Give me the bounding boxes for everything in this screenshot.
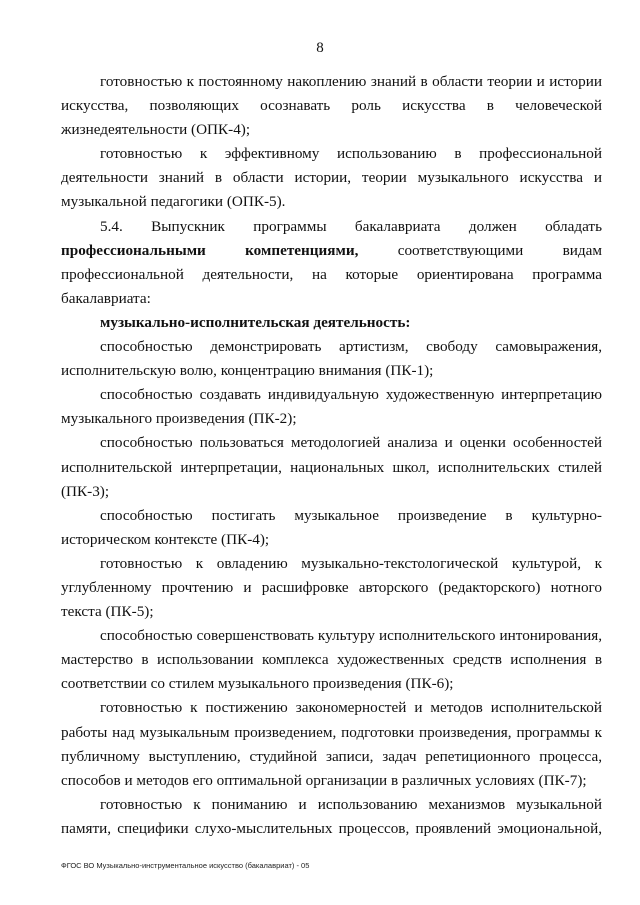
section-heading-text: музыкально-исполнительская деятельность:: [100, 313, 411, 331]
text-line: музыкального произведения (ПК-2);: [61, 410, 297, 428]
paragraph-pk4: [61, 504, 602, 552]
text-line: искусства, позволяющих осознавать роль искусства в человеческой: [61, 97, 602, 115]
text-fragment: соответствующими: [397, 241, 524, 259]
text-line: готовностью к постижению закономерностей и методов исполнительской: [100, 699, 602, 717]
text-line: готовностью к постоянному накоплению знаний в области теории и истории: [100, 73, 602, 90]
text-line: жизнедеятельности (ОПК-4);: [61, 121, 251, 139]
text-line: (ПК-3);: [61, 482, 110, 500]
paragraph-5-4: [61, 215, 602, 311]
paragraph-pk3: [61, 431, 602, 503]
text-line: способностью пользоваться методологией анализа и оценки особенностей: [100, 434, 602, 452]
text-line: способностью создавать индивидуальную художественную интерпретацию: [100, 386, 602, 404]
section-heading: [61, 311, 602, 335]
text-line: мастерство в использовании комплекса художественных средств исполнения в: [61, 651, 602, 669]
text-line: 5.4. Выпускник программы бакалавриата должен обладать: [100, 217, 602, 235]
text-line: способностью совершенствовать культуру исполнительского интонирования,: [100, 627, 602, 645]
bold-term-professional: профессиональными: [61, 241, 206, 259]
text-line: соответствии со стилем музыкального произведения (ПК-6);: [61, 675, 454, 693]
text-line: способов и методов его оптимальной организации в различных условиях (ПК-7);: [61, 771, 587, 789]
text-line: готовностью к пониманию и использованию механизмов музыкальной: [100, 795, 602, 813]
bold-term-competencies: компетенциями,: [245, 241, 359, 259]
paragraph-pk6: [61, 624, 602, 696]
paragraph-pk7: [61, 696, 602, 792]
text-line: углубленному прочтению и расшифровке авторского (редакторского) нотного: [61, 578, 602, 596]
text-line: способностью постигать музыкальное произведение в культурно-: [100, 506, 602, 524]
paragraph-pk8-partial: [61, 793, 602, 841]
footer-note: ФГОС ВО Музыкально-инструментальное искусство (бакалавриат) - 05: [61, 861, 310, 870]
page-number: 8: [316, 40, 324, 56]
text-line: деятельности знаний в области истории, теории музыкального искусства и: [61, 169, 602, 187]
text-fragment: видам: [562, 241, 602, 259]
text-line: памяти, специфики слухо-мыслительных процессов, проявлений эмоциональной,: [61, 819, 602, 837]
text-line: способностью демонстрировать артистизм, свободу самовыражения,: [100, 338, 602, 356]
text-line: историческом контексте (ПК-4);: [61, 530, 270, 548]
text-line: работы над музыкальным произведением, подготовки произведения, программы к: [61, 723, 602, 741]
text-line: готовностью к эффективному использованию в профессиональной: [100, 145, 602, 163]
paragraph-opk4: [61, 70, 602, 142]
text-line: профессиональной деятельности, на которые ориентирована программа: [61, 265, 602, 283]
text-line: публичному выступлению, студийной записи, задач репетиционного процесса,: [61, 747, 602, 765]
paragraph-opk5: [61, 142, 602, 214]
paragraph-pk2: [61, 383, 602, 431]
paragraph-pk1: [61, 335, 602, 383]
text-line: бакалавриата:: [61, 289, 151, 307]
text-line: готовностью к овладению музыкально-текстологической культурой, к: [100, 554, 602, 572]
document-body: [61, 70, 602, 841]
text-line-bold-terms: [61, 239, 602, 263]
paragraph-pk5: [61, 552, 602, 624]
text-line: музыкальной педагогики (ОПК-5).: [61, 193, 286, 211]
text-line: исполнительскую волю, концентрацию внимания (ПК-1);: [61, 362, 434, 380]
text-line: текста (ПК-5);: [61, 603, 154, 621]
text-line: исполнительской интерпретации, национальных школ, исполнительских стилей: [61, 458, 602, 476]
